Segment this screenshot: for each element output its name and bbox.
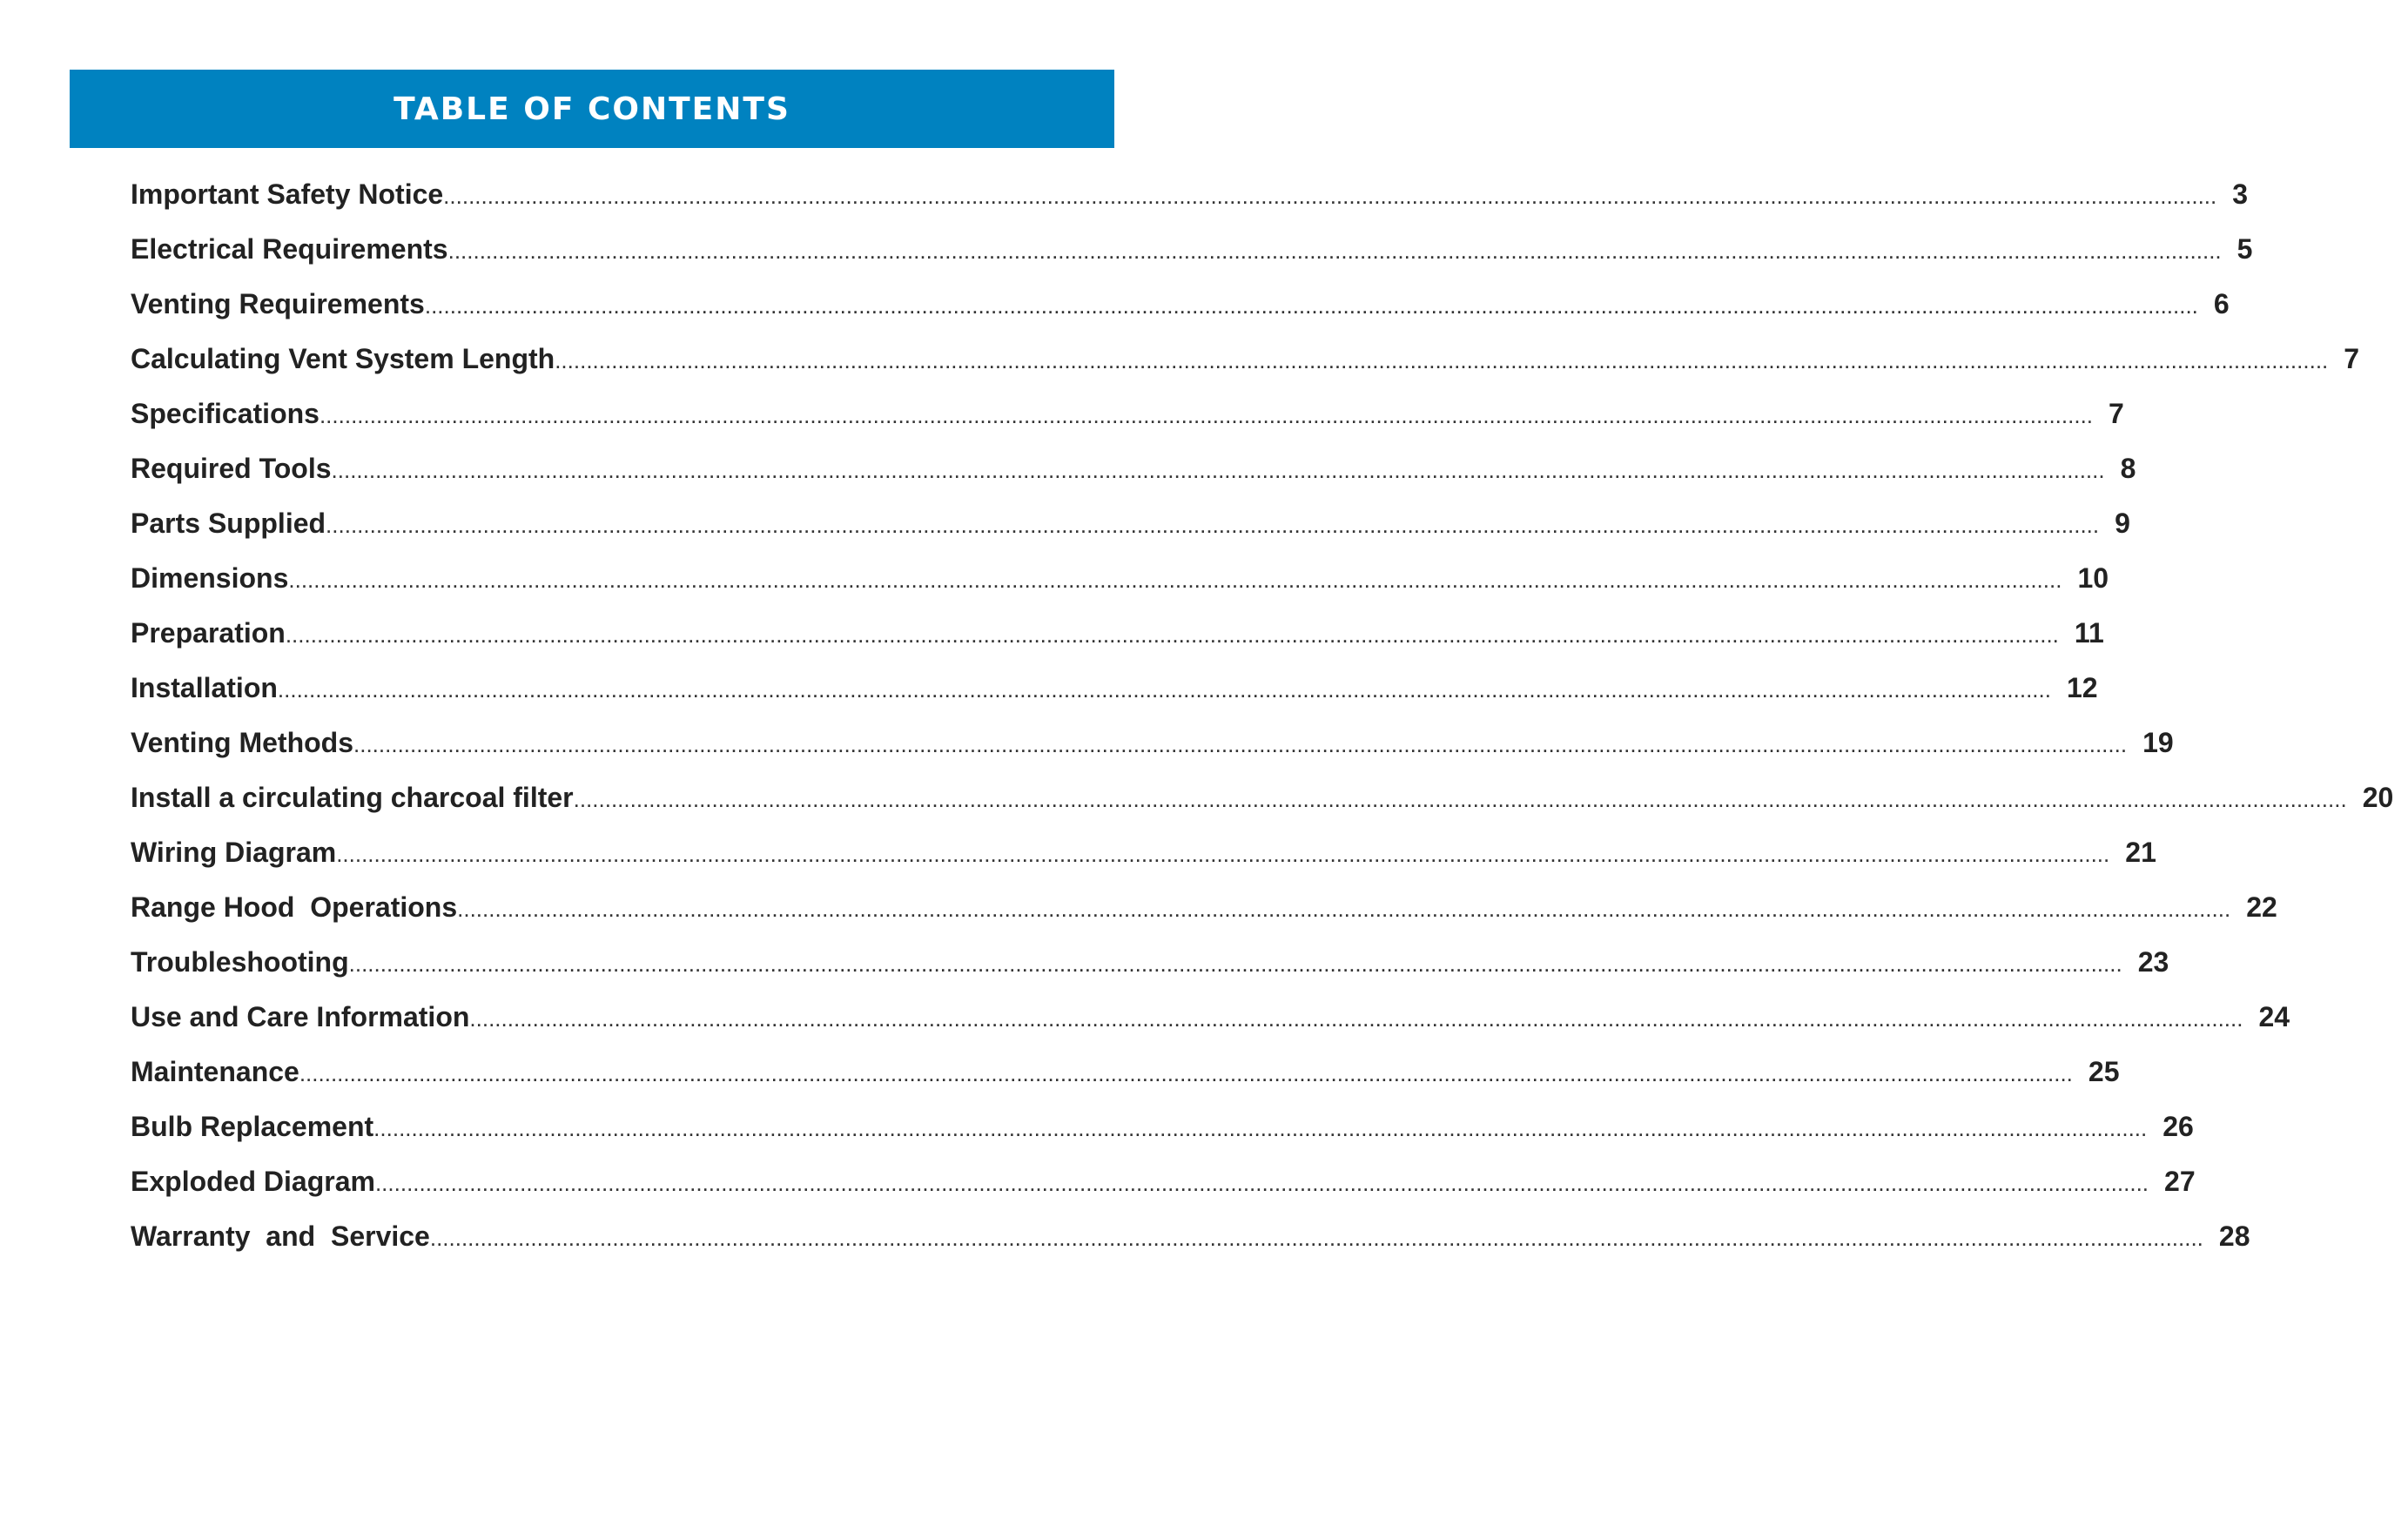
toc-leader-dots: .......................................................................................................................................................................................................................................................................................... bbox=[447, 238, 2222, 264]
toc-entry-title: Required Tools bbox=[131, 453, 332, 484]
toc-entry-page: 7 bbox=[2109, 398, 2124, 429]
toc-entry[interactable] bbox=[131, 508, 2130, 562]
toc-entry[interactable] bbox=[131, 288, 2230, 343]
toc-leader-dots: .......................................................................................................................................................................................................................................................................................... bbox=[336, 841, 2110, 867]
toc-entry-title: Dimensions bbox=[131, 562, 289, 594]
toc-entry-page: 5 bbox=[2236, 233, 2253, 265]
toc-entry-title: Important Safety Notice bbox=[131, 178, 444, 210]
toc-entry[interactable] bbox=[131, 1111, 2194, 1166]
toc-entry-title: Warranty and Service bbox=[131, 1220, 430, 1252]
toc-leader-dots: .......................................................................................................................................................................................................................................................................................... bbox=[469, 1005, 2243, 1032]
toc-entry[interactable] bbox=[131, 1220, 2250, 1275]
toc-entry[interactable] bbox=[131, 1001, 2290, 1056]
toc-entry[interactable] bbox=[131, 343, 2360, 398]
toc-entry-title: Electrical Requirements bbox=[131, 233, 448, 265]
toc-entry-title: Installation bbox=[131, 672, 278, 703]
toc-leader-dots: .......................................................................................................................................................................................................................................................................................... bbox=[285, 622, 2059, 648]
toc-entry-page: 23 bbox=[2137, 946, 2169, 978]
toc-entry-title: Install a circulating charcoal filter bbox=[131, 782, 574, 813]
toc-entry-page: 22 bbox=[2246, 891, 2277, 923]
table-of-contents bbox=[131, 178, 2394, 1275]
toc-leader-dots: .......................................................................................................................................................................................................................................................................................... bbox=[277, 676, 2051, 703]
toc-entry-page: 3 bbox=[2232, 178, 2249, 210]
toc-leader-dots: .......................................................................................................................................................................................................................................................................................... bbox=[424, 292, 2198, 319]
toc-entry-title: Troubleshooting bbox=[131, 946, 349, 978]
toc-entry-title: Preparation bbox=[131, 617, 286, 649]
toc-entry[interactable] bbox=[131, 727, 2174, 782]
toc-entry-title: Range Hood Operations bbox=[131, 891, 458, 923]
toc-leader-dots: .......................................................................................................................................................................................................................................................................................... bbox=[288, 567, 2062, 593]
toc-leader-dots: .......................................................................................................................................................................................................................................................................................... bbox=[353, 731, 2128, 757]
toc-entry-page: 11 bbox=[2074, 617, 2104, 649]
toc-entry[interactable] bbox=[131, 672, 2098, 727]
toc-header-bar bbox=[70, 70, 1114, 148]
toc-leader-dots: .......................................................................................................................................................................................................................................................................................... bbox=[429, 1225, 2203, 1251]
toc-entry-page: 25 bbox=[2088, 1056, 2120, 1087]
toc-entry[interactable] bbox=[131, 178, 2249, 233]
toc-entry-page: 10 bbox=[2077, 562, 2109, 594]
toc-leader-dots: .......................................................................................................................................................................................................................................................................................... bbox=[457, 896, 2231, 922]
toc-entry-page: 20 bbox=[2362, 782, 2394, 813]
toc-entry-title: Calculating Vent System Length bbox=[131, 343, 555, 374]
toc-entry[interactable] bbox=[131, 453, 2136, 508]
toc-leader-dots: .......................................................................................................................................................................................................................................................................................... bbox=[331, 457, 2105, 483]
toc-entry[interactable] bbox=[131, 233, 2253, 288]
toc-entry-page: 26 bbox=[2162, 1111, 2194, 1142]
toc-entry[interactable] bbox=[131, 1056, 2120, 1111]
toc-entry-page: 21 bbox=[2125, 837, 2156, 868]
toc-entry[interactable] bbox=[131, 562, 2109, 617]
toc-entry-page: 9 bbox=[2115, 508, 2130, 539]
toc-entry-page: 19 bbox=[2142, 727, 2174, 758]
toc-entry[interactable] bbox=[131, 837, 2156, 891]
toc-leader-dots: .......................................................................................................................................................................................................................................................................................... bbox=[573, 786, 2347, 812]
toc-entry[interactable] bbox=[131, 891, 2277, 946]
toc-entry-page: 6 bbox=[2213, 288, 2230, 319]
toc-entry-page: 12 bbox=[2066, 672, 2098, 703]
toc-leader-dots: .......................................................................................................................................................................................................................................................................................... bbox=[348, 951, 2122, 977]
toc-entry-title: Venting Methods bbox=[131, 727, 353, 758]
toc-entry-title: Venting Requirements bbox=[131, 288, 425, 319]
toc-entry-title: Use and Care Information bbox=[131, 1001, 470, 1032]
toc-entry-page: 28 bbox=[2218, 1220, 2250, 1252]
toc-entry-title: Parts Supplied bbox=[131, 508, 326, 539]
toc-entry-page: 8 bbox=[2120, 453, 2136, 484]
toc-leader-dots: .......................................................................................................................................................................................................................................................................................... bbox=[555, 347, 2329, 373]
toc-entry-title: Bulb Replacement bbox=[131, 1111, 374, 1142]
toc-entry-title: Wiring Diagram bbox=[131, 837, 337, 868]
toc-entry[interactable] bbox=[131, 398, 2124, 453]
toc-entry-page: 24 bbox=[2258, 1001, 2290, 1032]
toc-leader-dots: .......................................................................................................................................................................................................................................................................................... bbox=[374, 1170, 2149, 1196]
toc-entry-title: Specifications bbox=[131, 398, 319, 429]
toc-entry-page: 7 bbox=[2344, 343, 2360, 374]
toc-leader-dots: .......................................................................................................................................................................................................................................................................................... bbox=[443, 183, 2217, 209]
toc-entry[interactable] bbox=[131, 946, 2169, 1001]
toc-entry[interactable] bbox=[131, 1166, 2196, 1220]
toc-entry-title: Maintenance bbox=[131, 1056, 299, 1087]
toc-entry-title: Exploded Diagram bbox=[131, 1166, 375, 1197]
toc-entry[interactable] bbox=[131, 782, 2394, 837]
page-title: TABLE OF CONTENTS bbox=[393, 91, 790, 127]
toc-leader-dots: .......................................................................................................................................................................................................................................................................................... bbox=[319, 402, 2094, 428]
toc-entry-page: 27 bbox=[2164, 1166, 2196, 1197]
toc-leader-dots: .......................................................................................................................................................................................................................................................................................... bbox=[326, 512, 2100, 538]
toc-leader-dots: .......................................................................................................................................................................................................................................................................................... bbox=[373, 1115, 2148, 1141]
toc-entry[interactable] bbox=[131, 617, 2104, 672]
toc-leader-dots: .......................................................................................................................................................................................................................................................................................... bbox=[299, 1060, 2073, 1086]
